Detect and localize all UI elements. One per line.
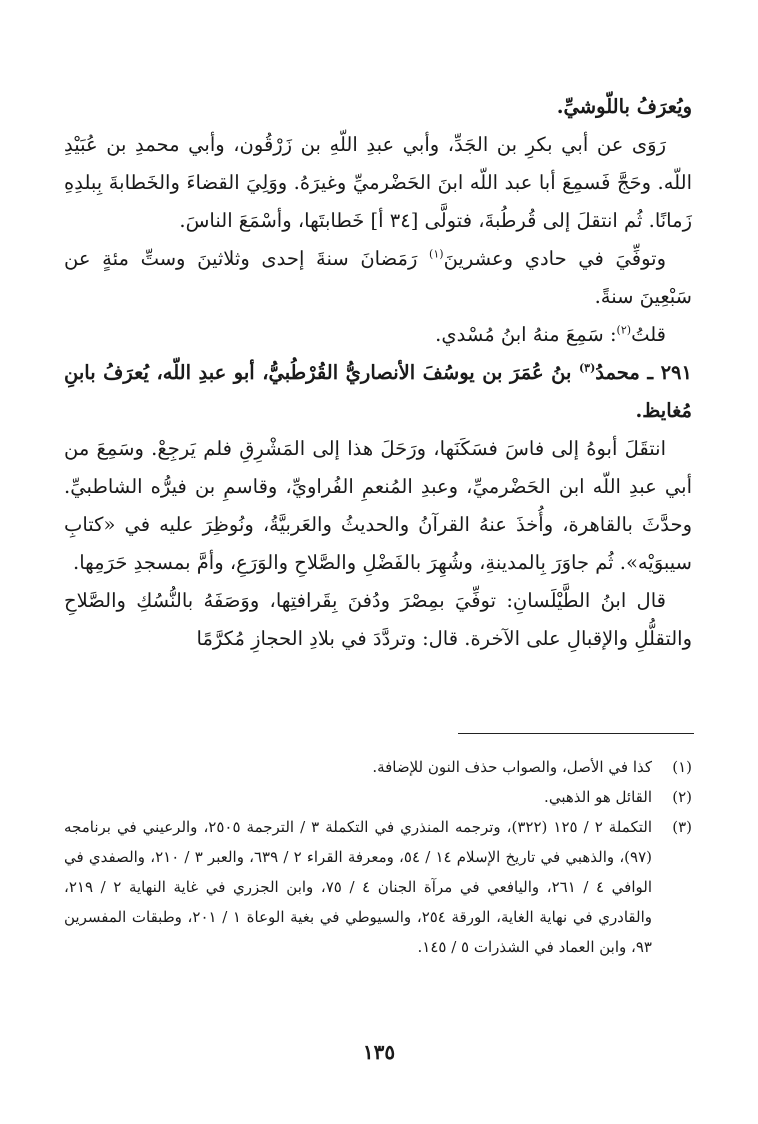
paragraph-biography: انتقَلَ أبوهُ إلى فاسَ فسَكَنَها، ورَحَلَ هذا إلى المَشْرِقِ فلم يَرجِعْ. وسَمِعَ من أبي عبدِ اللّه ابن الحَضْرميِّ، وعبدِ المُنعمِ الفُراويِّ، وقاسمِ بن فيرُّه الشاطبيِّ. وحدَّثَ بالقاهرة، وأُخذَ عنهُ القرآنُ والحديثُ والعَربيَّةُ، ونُوظِرَ عليه في «كتابِ سيبوَيْه». ثُم جاوَرَ بِالمدينةِ، وشُهِرَ بالفَضْلِ والصَّلاحِ والوَرَعِ، وأمَّ بمسجدِ حَرَمِها.: [64, 437, 692, 574]
footnote-item: [64, 782, 692, 812]
paragraph-nickname: ويُعرَفُ باللّوشيِّ.: [556, 95, 692, 118]
entry-heading-text-b: بنُ عُمَرَ بن يوسُفَ الأنصاريُّ القُرْطُبيُّ، أبو عبدِ اللّه، يُعرَفُ بابنِ مُغايظ.: [64, 361, 692, 422]
paragraph-death: [64, 240, 692, 316]
said-text-a: قلتُ: [631, 323, 666, 346]
footnotes: [64, 752, 692, 962]
death-text-b: رَمَضانَ سنةَ إحدى وثلاثينَ وستِّ مئةٍ عن سَبْعِينَ سنةً.: [64, 247, 692, 308]
footnote-item: [64, 752, 692, 782]
death-text-a: وتوفِّيَ في حادي وعشرينَ: [443, 247, 667, 270]
footnote-item: [64, 812, 692, 962]
entry-heading-291: [64, 354, 692, 430]
footnote-text: القائل هو الذهبي.: [544, 788, 652, 806]
footnote-separator: [458, 733, 694, 734]
main-text: [64, 88, 692, 658]
paragraph-said: [64, 316, 692, 354]
footnote-number: (١): [672, 758, 692, 776]
footnote-number: (٣): [672, 818, 692, 836]
paragraph-narration: رَوَى عن أبي بكرِ بن الجَدِّ، وأبي عبدِ اللّهِ بن زَرْقُون، وأبي محمدِ بن عُبَيْدِ اللّه. وحَجَّ فَسمِعَ أبا عبد اللّه ابنَ الحَضْرميِّ وغيرَهُ. ووَلِيَ القضاءَ والخَطابةَ بِبلدِهِ زَمانًا. ثُم انتقلَ إلى قُرطُبةَ، فتولَّى [٣٤ أ] خَطابتَها، وأسْمَعَ الناسَ.: [64, 133, 692, 232]
footnote-marker-2[interactable]: (٢): [616, 323, 632, 337]
footnote-number: (٢): [672, 788, 692, 806]
footnote-text: التكملة ٢ / ١٢٥ (٣٢٢)، وترجمه المنذري في التكملة ٣ / الترجمة ٢٥٠٥، والرعيني في برنامجه (٩٧)، والذهبي في تاريخ الإسلام ١٤ / ٥٤، ومعرفة القراء ٢ / ٦٣٩، والعبر ٣ / ٢١٠، والصفدي في الوافي ٤ / ٢٦١، واليافعي في مرآة الجنان ٤ / ٧٥، وابن الجزري في غاية النهاية ٢ / ٢١٩، والقادري في نهاية الغاية، الورقة ٢٥٤، والسيوطي في بغية الوعاة ١ / ٢٠١، وطبقات المفسرين ٩٣، وابن العماد في الشذرات ٥ / ١٤٥.: [64, 818, 653, 956]
paragraph-ibn-tayalisan: قال ابنُ الطَّيْلَسانِ: توفِّيَ بمِصْرَ ودُفنَ بِقَرافتِها، ووَصَفَهُ بالنُّسُكِ والصَّلاحِ والتقلُّلِ والإقبالِ على الآخرة. قال: وتردَّدَ في بلادِ الحجازِ مُكرَّمًا: [64, 589, 692, 650]
entry-heading-text-a: ٢٩١ ـ محمدُ: [595, 361, 692, 384]
page-number: ١٣٥: [362, 1040, 396, 1064]
footnote-marker-3[interactable]: (٣): [578, 361, 596, 375]
said-text-b: : سَمِعَ منهُ ابنُ مُسْدي.: [435, 323, 617, 346]
footnote-marker-1[interactable]: (١): [429, 247, 444, 261]
footnote-text: كذا في الأصل، والصواب حذف النون للإضافة.: [372, 758, 652, 776]
